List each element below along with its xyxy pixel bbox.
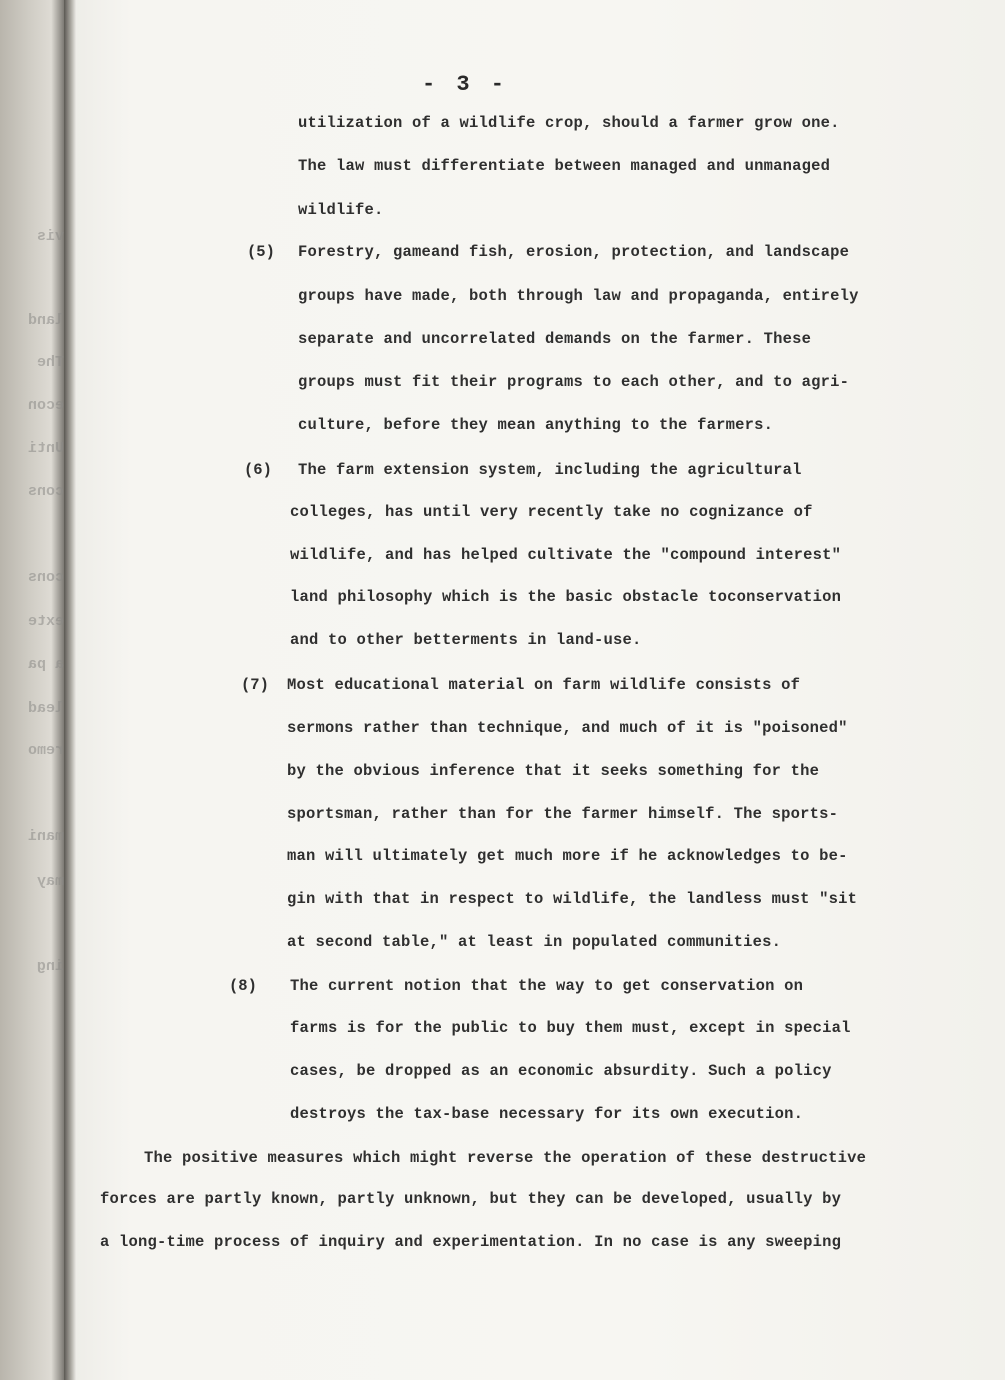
facing-page-fragment: exte bbox=[27, 613, 64, 630]
text-line: groups have made, both through law and propaganda, entirely bbox=[298, 287, 859, 305]
paragraph-line: The positive measures which might reverse the operation of these destructive bbox=[144, 1149, 867, 1167]
facing-page-fragment: ing bbox=[36, 958, 64, 975]
text-line: land philosophy which is the basic obstacle toconservation bbox=[290, 588, 842, 606]
facing-page-fragment: mani bbox=[27, 828, 64, 845]
text-line: sermons rather than technique, and much of it is "poisoned" bbox=[287, 719, 848, 737]
text-line: cases, be dropped as an economic absurdity. Such a policy bbox=[290, 1062, 832, 1080]
item-number: (8) bbox=[229, 977, 257, 995]
facing-page-fragment: cons bbox=[27, 483, 64, 500]
text-line: gin with that in respect to wildlife, the landless must "sit bbox=[287, 890, 858, 908]
facing-page-edge bbox=[0, 0, 64, 1380]
item-number: (5) bbox=[247, 243, 275, 261]
text-line: Forestry, gameand fish, erosion, protection, and landscape bbox=[298, 243, 850, 261]
text-line: wildlife, and has helped cultivate the "compound interest" bbox=[290, 546, 842, 564]
text-line: separate and uncorrelated demands on the farmer. These bbox=[298, 330, 812, 348]
facing-page-fragment: a pa bbox=[27, 656, 64, 673]
item-number: (6) bbox=[244, 461, 272, 479]
book-spine-shadow bbox=[64, 0, 76, 1380]
text-line: groups must fit their programs to each other, and to agri- bbox=[298, 373, 850, 391]
facing-page-fragment: land bbox=[27, 312, 64, 329]
facing-page-fragment: vis bbox=[36, 228, 64, 245]
text-line: destroys the tax-base necessary for its own execution. bbox=[290, 1105, 804, 1123]
facing-page-fragment: cons bbox=[27, 569, 64, 586]
facing-page-fragment: remo bbox=[27, 742, 64, 759]
page-number: - 3 - bbox=[422, 72, 509, 97]
text-line: by the obvious inference that it seeks something for the bbox=[287, 762, 820, 780]
facing-page-fragment: Unti bbox=[27, 440, 64, 457]
paragraph-line: forces are partly known, partly unknown, but they can be developed, usually by bbox=[100, 1190, 842, 1208]
text-line: utilization of a wildlife crop, should a farmer grow one. bbox=[298, 114, 840, 132]
paragraph-line: a long-time process of inquiry and experimentation. In no case is any sweeping bbox=[100, 1233, 842, 1251]
text-line: The current notion that the way to get conservation on bbox=[290, 977, 804, 995]
facing-page-fragment: The bbox=[36, 354, 64, 371]
facing-page-fragment: lead bbox=[27, 700, 64, 717]
item-number: (7) bbox=[241, 676, 269, 694]
typewritten-page bbox=[76, 0, 1005, 1380]
facing-page-fragment: econ bbox=[27, 397, 64, 414]
facing-page-fragment: may bbox=[36, 873, 64, 890]
text-line: The farm extension system, including the agricultural bbox=[298, 461, 802, 479]
text-line: colleges, has until very recently take no cognizance of bbox=[290, 503, 813, 521]
text-line: Most educational material on farm wildlife consists of bbox=[287, 676, 801, 694]
text-line: culture, before they mean anything to the farmers. bbox=[298, 416, 774, 434]
text-line: The law must differentiate between managed and unmanaged bbox=[298, 157, 831, 175]
text-line: sportsman, rather than for the farmer himself. The sports- bbox=[287, 805, 839, 823]
text-line: man will ultimately get much more if he acknowledges to be- bbox=[287, 847, 848, 865]
text-line: and to other betterments in land-use. bbox=[290, 631, 642, 649]
text-line: wildlife. bbox=[298, 201, 384, 219]
text-line: at second table," at least in populated communities. bbox=[287, 933, 782, 951]
text-line: farms is for the public to buy them must, except in special bbox=[290, 1019, 851, 1037]
